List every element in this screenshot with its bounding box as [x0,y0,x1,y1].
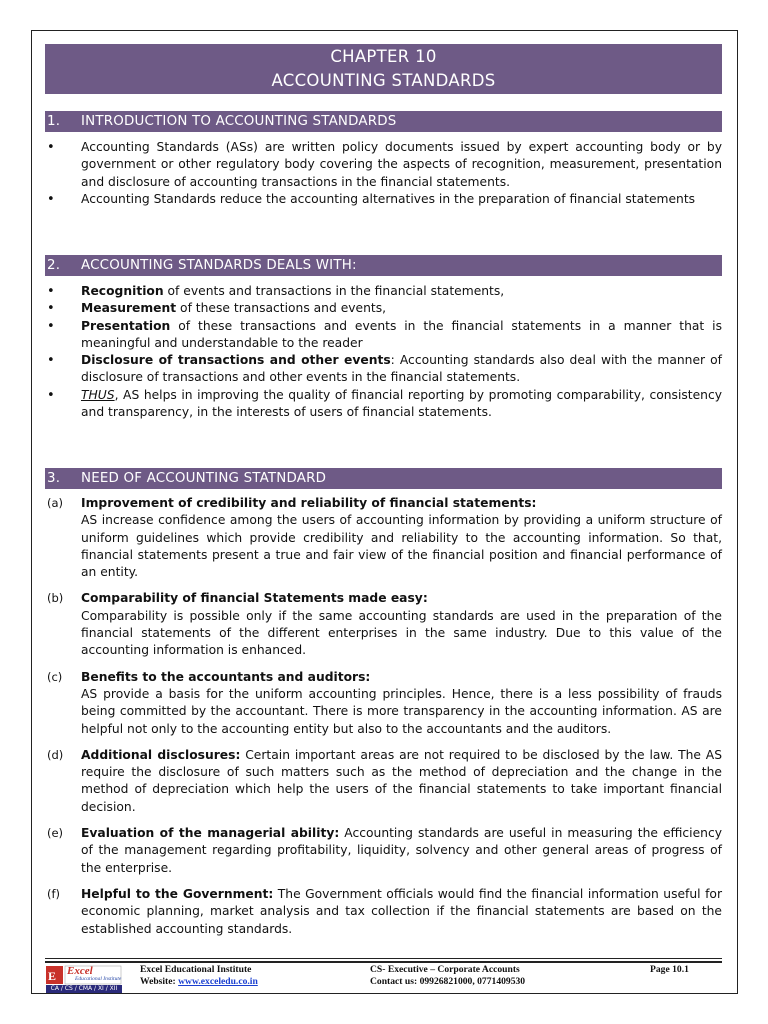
term-text: of these transactions and events, [176,301,387,316]
list-item: • Accounting Standards (ASs) are written policy documents issued by expert accounting body or by government or other regulatory body covering the aspects of recognition, measurement, presentation and disclosure of accounting transactions in the financial statements. [45,139,722,191]
section-title: INTRODUCTION TO ACCOUNTING STANDARDS [81,114,397,129]
term: Presentation [81,318,171,333]
item-heading: Helpful to the Government: [81,886,274,901]
term-text: of events and transactions in the financial statements, [163,284,505,298]
section-body-need [45,495,722,938]
item-label: (f) [47,886,61,901]
term: Recognition [81,284,164,298]
list-item: • Accounting Standards reduce the accounting alternatives in the preparation of financial statements [45,191,722,208]
section-heading-introduction [45,111,722,132]
section-number: 2. [47,258,61,273]
item-label: (b) [47,591,64,606]
section-number: 1. [47,114,61,129]
institute-name: Excel Educational Institute [140,964,252,975]
list-item [45,387,722,422]
list-item [45,318,722,353]
section-body-deals-with [45,283,722,421]
section-heading-need [45,468,722,489]
term-text: : Accounting standards also deal with the manner of disclosure of transactions and other events in the financial statements. [81,353,722,385]
item-heading: Additional disclosures: [81,747,241,762]
website-link[interactable]: www.exceledu.co.in [178,976,258,987]
item-text: Accounting standards are useful in measuring the efficiency of the management regarding profitability, liquidity, solvency and other general areas of progress of the enterprise. [81,826,722,875]
term: Disclosure of transactions and other events [81,353,391,368]
term-text: of these transactions and events in the financial statements in a manner that is meaningful and understandable to the reader [81,318,722,350]
term-text: , AS helps in improving the quality of financial reporting by promoting comparability, consistency and transparency, in the interests of users of financial statements. [81,387,722,420]
section-body-introduction [45,139,722,208]
item-heading: Benefits to the accountants and auditors: [81,669,371,684]
logo-caption: CA / CS / CMA / XI / XII [46,985,122,993]
list-item [45,300,722,317]
institute-logo [45,965,122,993]
item-text: AS increase confidence among the users of accounting information by providing a uniform structure of uniform guidelines which provide credibility and reliability to the accounting information. So that, financial statements present a true and fair view of the financial position and financial performance of an entity. [81,513,722,580]
emphasis: THUS [81,387,115,402]
contact-line: Contact us: 09926821000, 0771409530 [370,976,526,987]
logo-wordmark: Excel [67,965,93,977]
section-heading-deals-with [45,255,722,276]
item-text: AS provide a basis for the uniform accounting principles. Hence, there is a less possibility of frauds being committed by the accountant. There is more transparency in the accounting information. AS are helpful not only to the accounting entity but also to the accountants and the auditors. [81,686,722,736]
logo-subtitle: Educational Institute [75,976,122,982]
item-text: Comparability is possible only if the same accounting standards are used in the preparation of the financial statements of the different enterprises in the same industry. Due to this value of the accounting information is enhanced. [81,608,722,658]
item-heading: Improvement of credibility and reliability of financial statements: [81,496,537,510]
footer-course [370,964,525,988]
chapter-number: CHAPTER 10 [330,47,437,66]
item-heading: Comparability of financial Statements made easy: [81,591,428,606]
list-item [45,283,722,300]
chapter-title-box [45,44,722,94]
item-heading: Evaluation of the managerial ability: [81,826,340,841]
website-label: Website: [140,976,179,987]
section-number: 3. [47,471,61,486]
need-item [45,825,722,877]
item-text: The Government officials would find the financial information useful for economic planning, market analysis and tax collection if the financial statements are based on the established accounting standards. [81,886,722,936]
need-item [45,495,722,581]
item-text: Certain important areas are not required to be disclosed by the law. The AS require the disclosure of such matters such as the method of depreciation and the change in the method of depreciation which help the users of the financial statements to take important financial decision. [81,747,723,814]
footer-institute [140,964,258,988]
footer-divider [45,961,722,963]
list-item [45,352,722,387]
footer-page-number: Page 10.1 [650,964,689,975]
item-label: (d) [47,747,64,762]
need-item [45,590,722,659]
footer-divider [45,958,722,959]
chapter-title: ACCOUNTING STANDARDS [271,71,496,90]
need-item [45,747,722,816]
course-name: CS- Executive – Corporate Accounts [370,964,520,975]
need-item [45,669,722,738]
item-label: (c) [47,669,63,684]
need-item [45,886,722,938]
website-line [140,976,258,988]
section-title: NEED OF ACCOUNTING STATNDARD [81,471,327,486]
item-label: (e) [47,826,64,841]
item-label: (a) [47,496,64,510]
term: Measurement [81,301,177,316]
section-title: ACCOUNTING STANDARDS DEALS WITH: [81,258,357,273]
svg-text:E: E [48,969,57,983]
